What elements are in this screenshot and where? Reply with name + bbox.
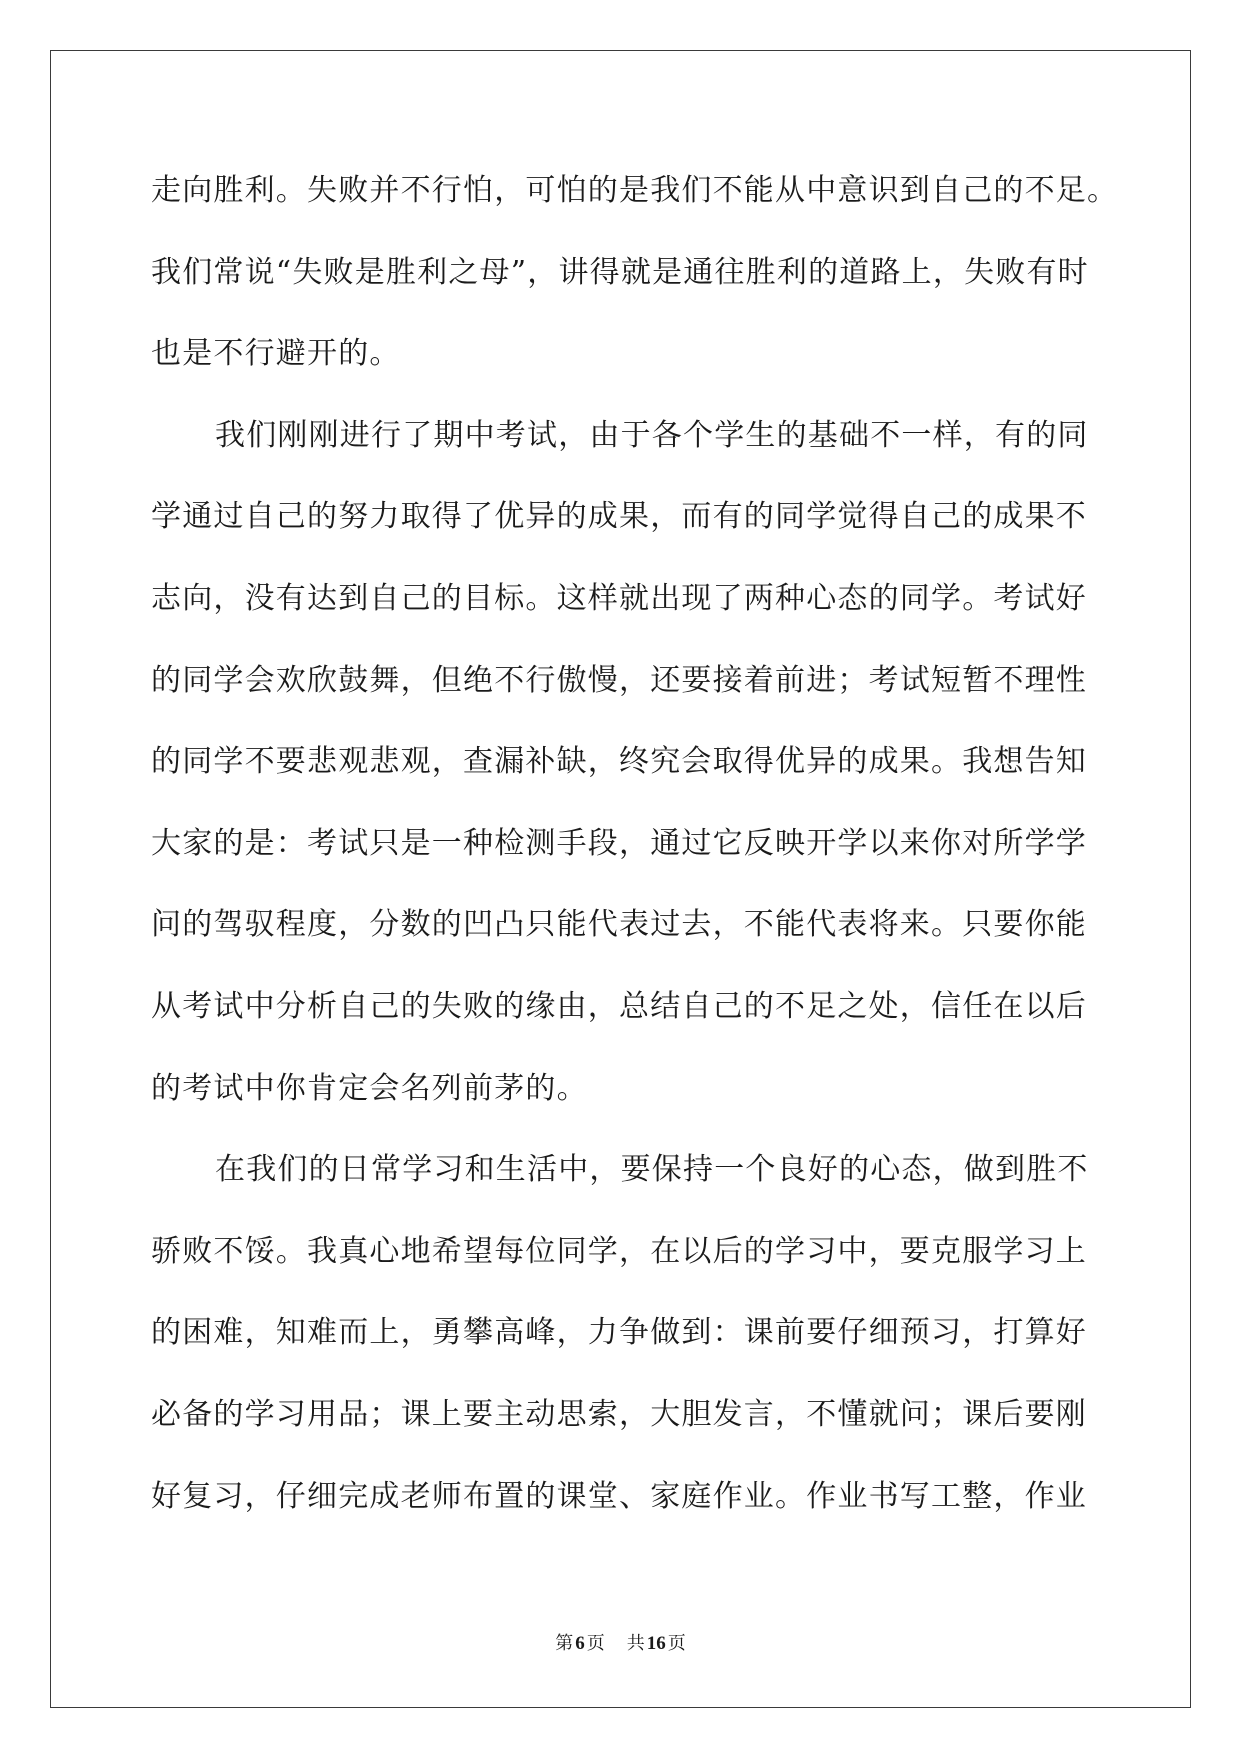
current-page-number: 6	[575, 1633, 585, 1654]
total-page-count: 16	[646, 1633, 666, 1654]
text-line: 的困难，知难而上，勇攀高峰，力争做到：课前要仔细预习，打算好	[151, 1315, 1087, 1351]
text-line: 从考试中分析自己的失败的缘由，总结自己的不足之处，信任在以后	[151, 988, 1087, 1024]
page-number-suffix: 页	[586, 1633, 605, 1654]
text-line: 也是不行避开的。	[151, 336, 401, 372]
text-line: 大家的是：考试只是一种检测手段，通过它反映开学以来你对所学学	[151, 825, 1087, 861]
paragraph-first-line: 在我们的日常学习和生活中，要保持一个良好的心态，做到胜不	[215, 1152, 1089, 1188]
text-line: 志向，没有达到自己的目标。这样就出现了两种心态的同学。考试好	[151, 580, 1087, 616]
total-pages-suffix: 页	[667, 1633, 686, 1654]
page-number-prefix: 第	[555, 1633, 574, 1654]
text-line: 的同学不要悲观悲观，查漏补缺，终究会取得优异的成果。我想告知	[151, 744, 1087, 780]
page-footer	[0, 1630, 1241, 1658]
total-pages-prefix: 共	[626, 1633, 645, 1654]
text-line: 骄败不馁。我真心地希望每位同学，在以后的学习中，要克服学习上	[151, 1233, 1087, 1269]
text-line: 问的驾驭程度，分数的凹凸只能代表过去，不能代表将来。只要你能	[151, 907, 1087, 943]
text-line: 走向胜利。失败并不行怕，可怕的是我们不能从中意识到自己的不足。	[151, 173, 1119, 208]
text-line: 的同学会欢欣鼓舞，但绝不行傲慢，还要接着前进；考试短暂不理性	[151, 662, 1087, 698]
text-line: 好复习，仔细完成老师布置的课堂、家庭作业。作业书写工整，作业	[151, 1478, 1087, 1514]
text-line: 必备的学习用品；课上要主动思索，大胆发言，不懂就问；课后要刚	[151, 1396, 1087, 1432]
text-line: 的考试中你肯定会名列前茅的。	[151, 1070, 588, 1106]
text-line: 我们常说“失败是胜利之母”，讲得就是通往胜利的道路上，失败有时	[151, 254, 1089, 290]
document-body	[151, 150, 1131, 1537]
text-line: 学通过自己的努力取得了优异的成果，而有的同学觉得自己的成果不	[151, 499, 1087, 535]
paragraph-first-line: 我们刚刚进行了期中考试，由于各个学生的基础不一样，有的同	[215, 417, 1089, 453]
